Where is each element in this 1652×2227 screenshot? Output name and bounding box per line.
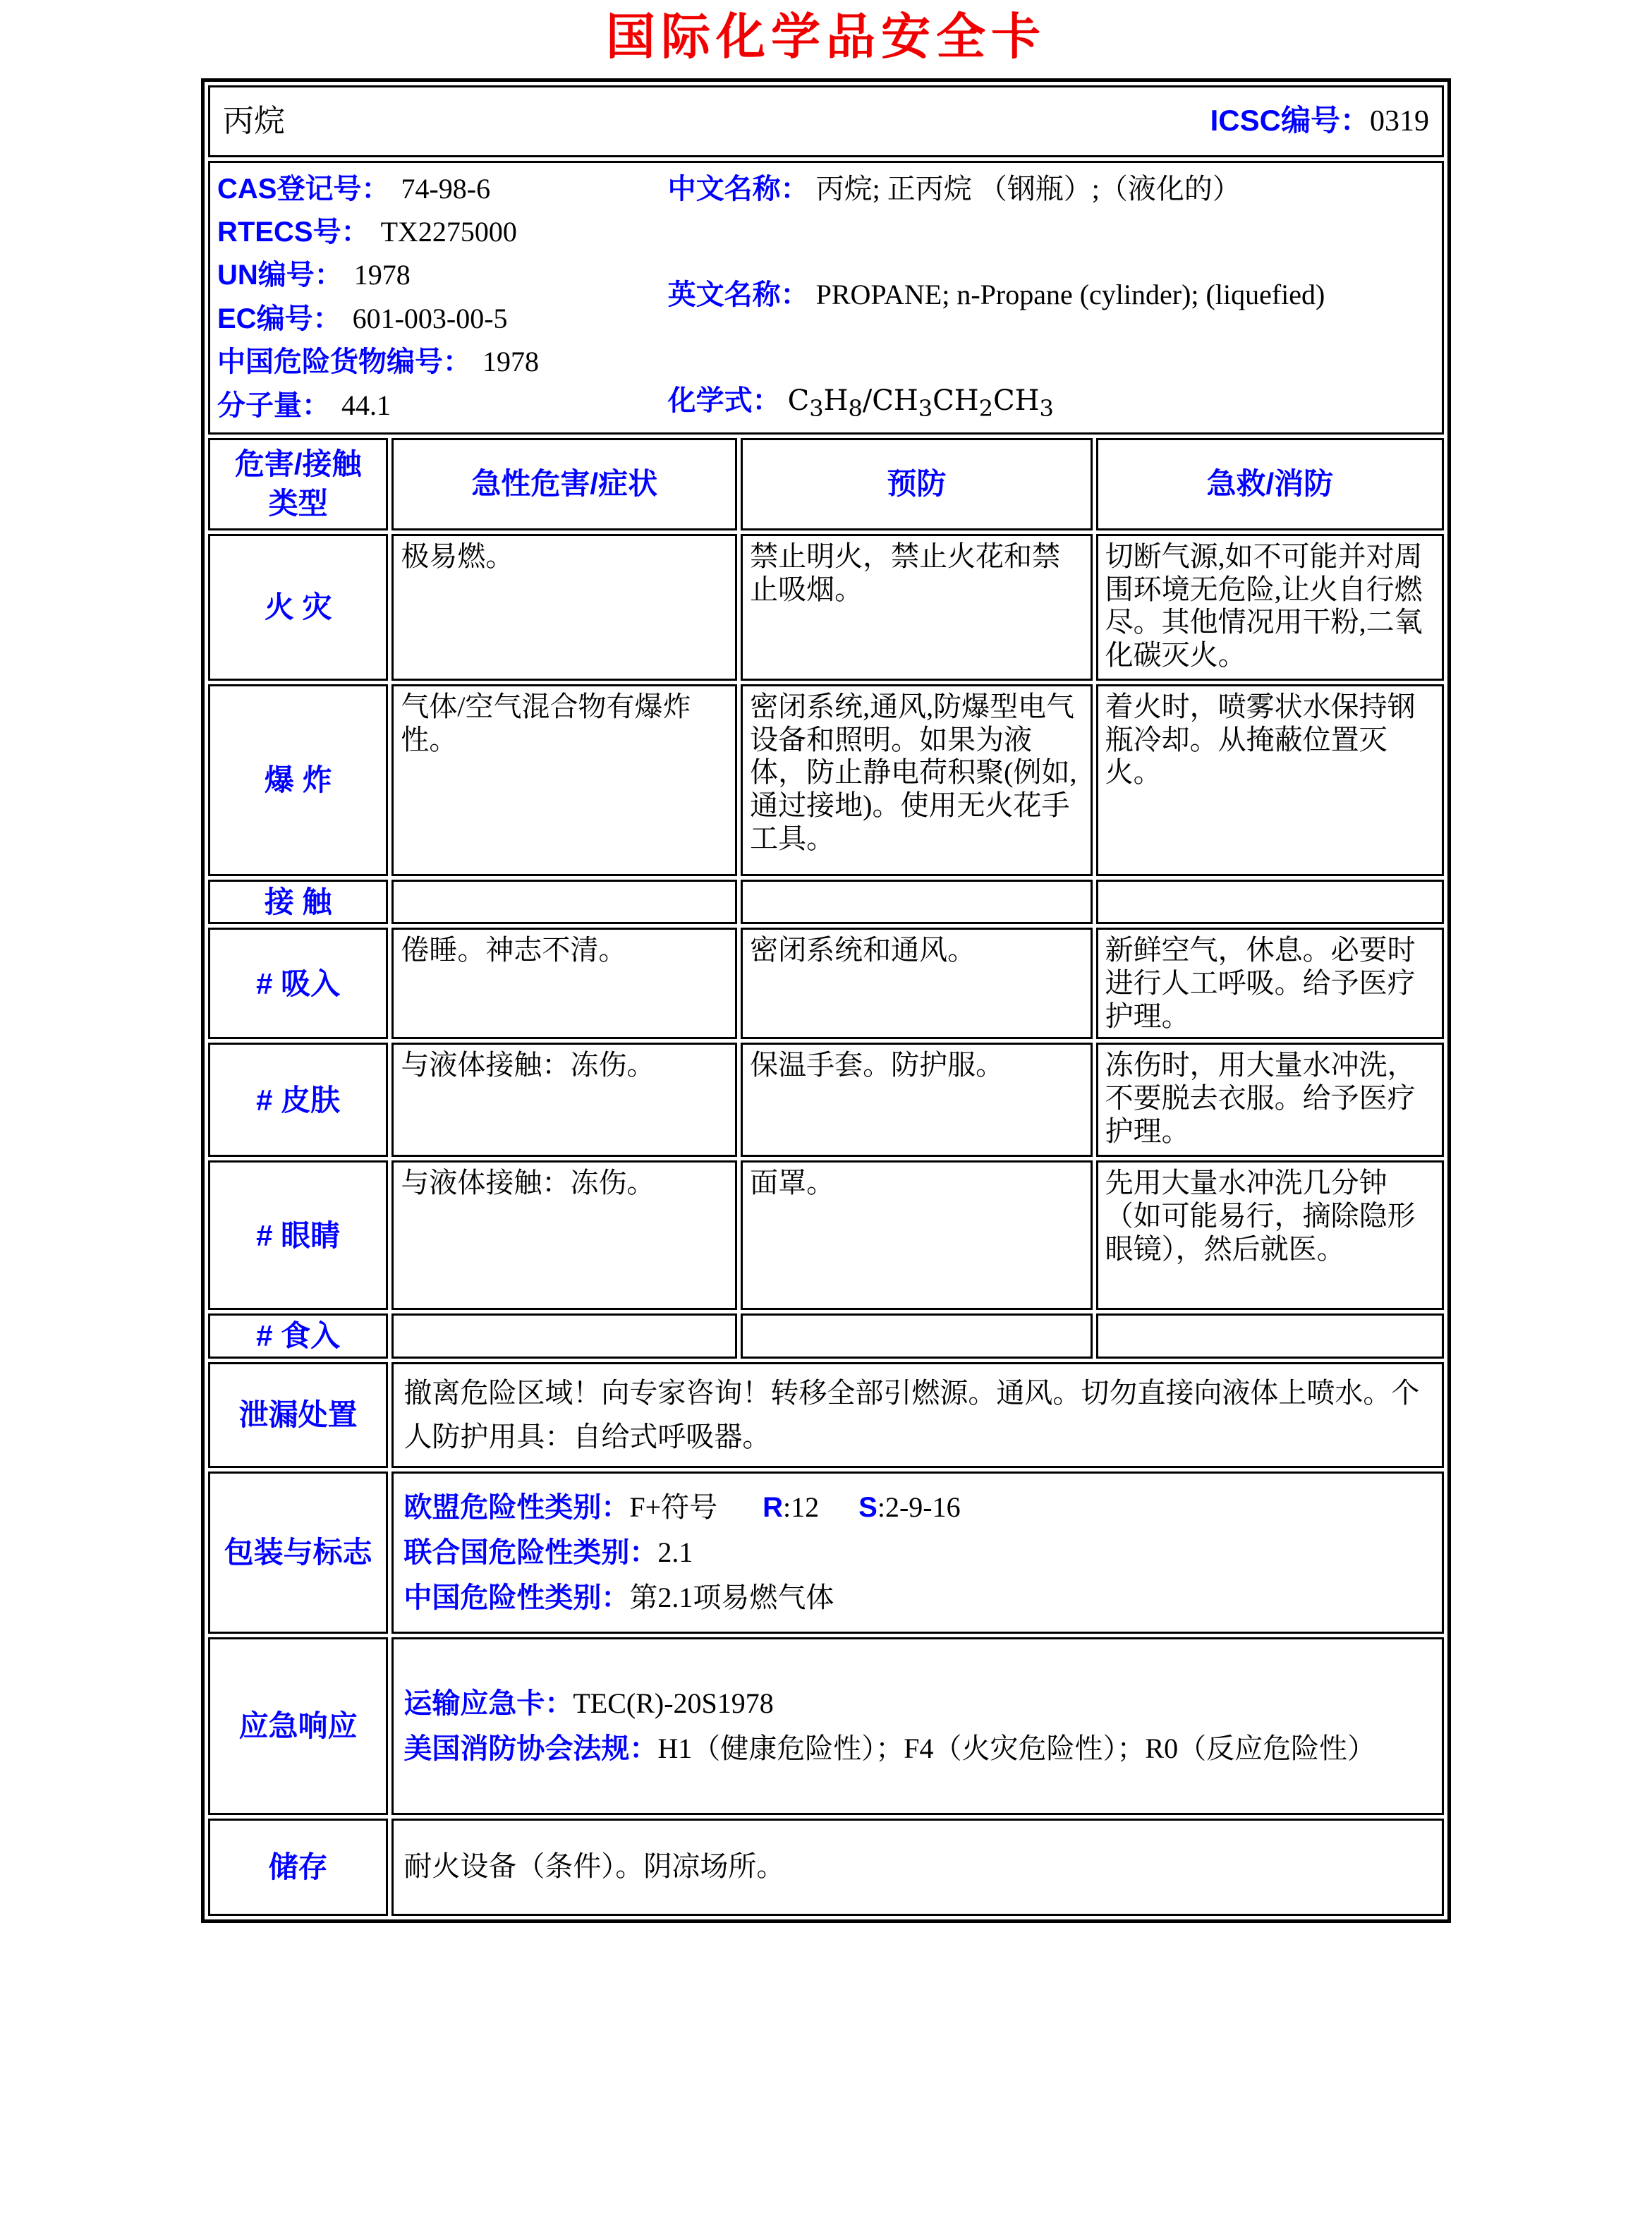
eu-hazard-class-value: F+符号 xyxy=(629,1491,718,1523)
s-phrase-label: S xyxy=(858,1491,877,1523)
un-hazard-class-label: 联合国危险性类别： xyxy=(403,1536,658,1568)
storage-text: 耐火设备（条件）。阴凉场所。 xyxy=(391,1819,1444,1916)
icsc-number-value: 0319 xyxy=(1370,104,1429,138)
un-hazard-class-value: 2.1 xyxy=(657,1536,693,1568)
fire-symptoms: 极易燃。 xyxy=(391,534,737,681)
molecular-weight-value: 44.1 xyxy=(341,389,391,421)
inhalation-prevention: 密闭系统和通风。 xyxy=(741,928,1093,1039)
row-label-storage: 储存 xyxy=(208,1819,388,1916)
row-label-packaging: 包装与标志 xyxy=(208,1471,388,1634)
identification-cell xyxy=(208,161,1444,435)
prevention-header: 预防 xyxy=(741,438,1093,530)
ec-label: EC编号： xyxy=(217,303,341,334)
row-label-eyes: # 眼睛 xyxy=(208,1160,388,1310)
molecular-weight-label: 分子量： xyxy=(217,389,330,421)
explosion-prevention: 密闭系统,通风,防爆型电气设备和照明。如果为液体，防止静电荷积聚(例如,通过接地)。使用无火花手工具。 xyxy=(741,684,1093,876)
china-dg-label: 中国危险货物编号： xyxy=(217,346,471,378)
molecular-weight-line xyxy=(217,389,668,423)
eyes-symptoms: 与液体接触：冻伤。 xyxy=(391,1160,737,1310)
explosion-symptoms: 气体/空气混合物有爆炸性。 xyxy=(391,684,737,876)
china-dg-number-line xyxy=(217,346,668,379)
ingestion-prevention xyxy=(741,1313,1093,1358)
eyes-prevention: 面罩。 xyxy=(741,1160,1093,1310)
row-label-ingestion: # 食入 xyxy=(208,1313,388,1358)
r-phrase-value: :12 xyxy=(783,1491,820,1523)
acute-hazards-header: 急性危害/症状 xyxy=(391,438,737,530)
china-hazard-class-value: 第2.1项易燃气体 xyxy=(629,1581,834,1613)
hazard-row-contact xyxy=(208,880,1444,924)
ec-number-line xyxy=(217,303,668,336)
china-dg-value: 1978 xyxy=(482,346,539,378)
english-name-label: 英文名称： xyxy=(667,279,809,310)
hazard-header-row xyxy=(208,438,1444,530)
contact-prevention xyxy=(741,880,1093,924)
china-hazard-class-line xyxy=(403,1579,1432,1616)
nfpa-code-value: H1（健康危险性）；F4（火灾危险性）；R0（反应危险性） xyxy=(657,1732,1376,1764)
un-label: UN编号： xyxy=(217,260,343,291)
china-hazard-class-label: 中国危险性类别： xyxy=(403,1582,630,1613)
chinese-name-line xyxy=(668,173,1435,206)
storage-row xyxy=(208,1819,1444,1916)
english-name-line xyxy=(668,279,1435,312)
identifier-list xyxy=(217,173,668,423)
hazard-row-fire xyxy=(208,534,1444,681)
transport-emergency-card-value: TEC(R)-20S1978 xyxy=(573,1687,774,1719)
un-number-line xyxy=(217,259,668,292)
eu-hazard-class-label: 欧盟危险性类别： xyxy=(403,1491,630,1523)
cas-value: 74-98-6 xyxy=(401,172,491,205)
identification-row xyxy=(208,161,1444,435)
row-label-emergency: 应急响应 xyxy=(208,1637,388,1815)
s-phrase-value: :2-9-16 xyxy=(877,1491,961,1523)
un-hazard-class-line xyxy=(403,1534,1432,1571)
explosion-response: 着火时，喷雾状水保持钢瓶冷却。从掩蔽位置灭火。 xyxy=(1096,684,1444,876)
chinese-name-value: 丙烷; 正丙烷 （钢瓶）;（液化的） xyxy=(815,172,1241,205)
ingestion-response xyxy=(1096,1313,1444,1358)
cas-label: CAS登记号： xyxy=(217,173,390,205)
hazard-type-header: 危害/接触 类型 xyxy=(208,438,388,530)
firstaid-firefighting-header: 急救/消防 xyxy=(1096,438,1444,530)
rtecs-label: RTECS号： xyxy=(217,216,370,248)
row-label-fire: 火 灾 xyxy=(208,534,388,681)
rtecs-value: TX2275000 xyxy=(380,215,517,248)
cas-number-line xyxy=(217,173,668,206)
emergency-response-content xyxy=(391,1637,1444,1815)
row-label-spill-disposal: 泄漏处置 xyxy=(208,1362,388,1468)
chemical-formula-value: $C_3H_8/CH_3CH_2CH_3$ xyxy=(787,384,1054,423)
rtecs-number-line xyxy=(217,216,668,249)
fire-response: 切断气源,如不可能并对周围环境无危险,让火自行燃尽。其他情况用干粉,二氧化碳灭火。 xyxy=(1096,534,1444,681)
nfpa-code-label: 美国消防协会法规： xyxy=(403,1733,658,1764)
page-title: 国际化学品安全卡 xyxy=(606,11,1046,65)
nfpa-code-line xyxy=(403,1730,1432,1767)
spill-disposal-row xyxy=(208,1362,1444,1468)
row-label-explosion: 爆 炸 xyxy=(208,684,388,876)
packaging-labelling-row xyxy=(208,1471,1444,1634)
transport-emergency-card-label: 运输应急卡： xyxy=(403,1687,573,1719)
english-name-value: PROPANE; n-Propane (cylinder); (liquefied) xyxy=(815,278,1325,310)
un-value: 1978 xyxy=(353,259,411,291)
hazard-row-ingestion xyxy=(208,1313,1444,1358)
eyes-response: 先用大量水冲洗几分钟 （如可能易行，摘除隐形眼镜），然后就医。 xyxy=(1096,1160,1444,1310)
chemical-formula-label: 化学式： xyxy=(667,385,781,417)
fire-prevention: 禁止明火，禁止火花和禁止吸烟。 xyxy=(741,534,1093,681)
hazard-row-eyes xyxy=(208,1160,1444,1310)
spill-disposal-text: 撤离危险区域！向专家咨询！转移全部引燃源。通风。切勿直接向液体上喷水。个人防护用具：自给式呼吸器。 xyxy=(391,1362,1444,1468)
icsc-number xyxy=(1210,103,1429,139)
substance-name: 丙烷 xyxy=(223,103,285,138)
icsc-card-table xyxy=(201,78,1451,1923)
row-label-skin: # 皮肤 xyxy=(208,1043,388,1157)
row-label-contact: 接 触 xyxy=(208,880,388,924)
row-label-inhalation: # 吸入 xyxy=(208,928,388,1039)
skin-symptoms: 与液体接触：冻伤。 xyxy=(391,1043,737,1157)
skin-prevention: 保温手套。防护服。 xyxy=(741,1043,1093,1157)
chemical-formula-line xyxy=(668,384,1435,422)
name-block xyxy=(668,173,1435,423)
inhalation-response: 新鲜空气，休息。必要时进行人工呼吸。给予医疗护理。 xyxy=(1096,928,1444,1039)
ingestion-symptoms xyxy=(391,1313,737,1358)
skin-response: 冻伤时，用大量水冲洗，不要脱去衣服。给予医疗护理。 xyxy=(1096,1043,1444,1157)
chinese-name-label: 中文名称： xyxy=(667,173,809,205)
substance-header-cell xyxy=(208,85,1444,157)
ec-value: 601-003-00-5 xyxy=(352,302,508,334)
packaging-labelling-content xyxy=(391,1471,1444,1634)
hazard-row-explosion xyxy=(208,684,1444,876)
r-phrase-label: R xyxy=(763,1491,784,1523)
inhalation-symptoms: 倦睡。神志不清。 xyxy=(391,928,737,1039)
substance-header-row xyxy=(208,85,1444,157)
contact-symptoms xyxy=(391,880,737,924)
hazard-row-skin xyxy=(208,1043,1444,1157)
eu-hazard-class-line xyxy=(403,1489,1432,1526)
transport-emergency-card-line xyxy=(403,1685,1432,1722)
icsc-number-label: ICSC编号： xyxy=(1210,103,1370,137)
contact-response xyxy=(1096,880,1444,924)
hazard-row-inhalation xyxy=(208,928,1444,1039)
emergency-response-row xyxy=(208,1637,1444,1815)
